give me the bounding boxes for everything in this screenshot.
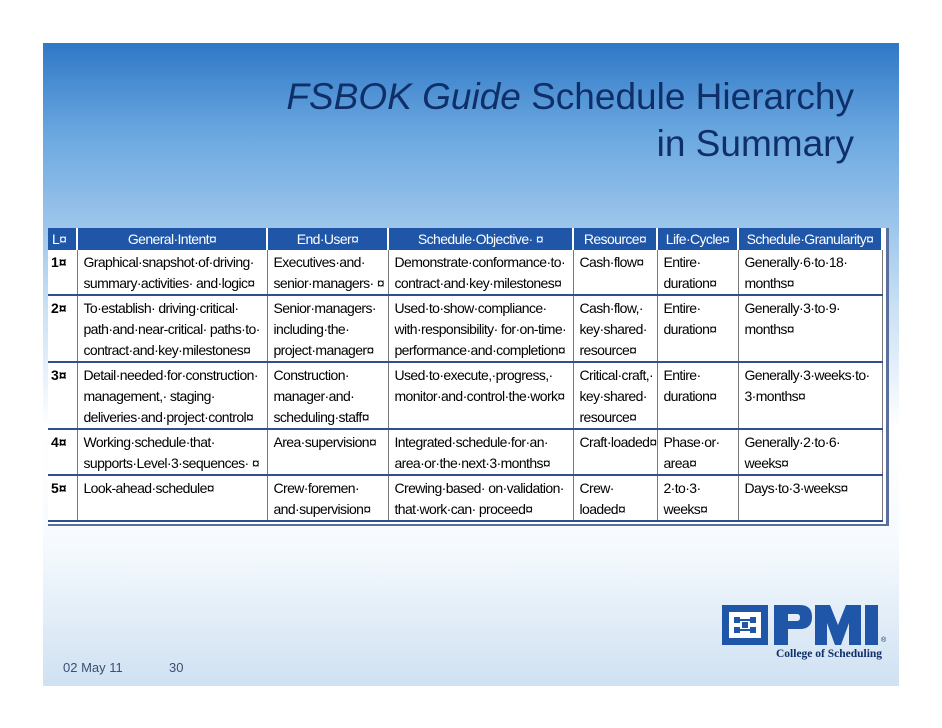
cell-line: Craft·loaded¤ (579, 434, 657, 450)
cell-line: Phase·or· (663, 434, 720, 450)
cell-line: path·and·near-critical· paths·to· (83, 321, 260, 337)
granularity-cell (738, 429, 882, 475)
table-row (48, 295, 882, 362)
cell-line: area¤ (663, 455, 697, 471)
end-user-cell (267, 429, 388, 475)
cell-line: Integrated·schedule·for·an· (394, 434, 548, 450)
cell-line: resource¤ (579, 342, 637, 358)
cell-line: monitor·and·control·the·work¤ (394, 388, 565, 404)
intent-cell (77, 362, 267, 429)
cell-line: and·supervision¤ (273, 501, 371, 517)
cell-line: duration¤ (663, 275, 717, 291)
header-cell: General·Intent¤ (77, 228, 267, 250)
cell-line: summary·activities· and·logic¤ (83, 275, 255, 291)
end-user-cell (267, 362, 388, 429)
cell-line: Crew· (579, 480, 614, 496)
intent-cell (77, 250, 267, 295)
slide-title (43, 73, 854, 167)
granularity-cell (738, 362, 882, 429)
objective-cell (388, 475, 573, 521)
cell-line: duration¤ (663, 388, 717, 404)
cell-line: Critical·craft,· (579, 367, 654, 383)
cell-line: senior·managers· ¤ (273, 275, 385, 291)
cell-line: supports·Level·3·sequences· ¤ (83, 455, 260, 471)
intent-cell (77, 475, 267, 521)
cell-line: Entire· (663, 300, 701, 316)
cell-line: Look-ahead·schedule¤ (83, 480, 214, 496)
resource-cell (573, 250, 657, 295)
table-row (48, 429, 882, 475)
life-cycle-cell (657, 250, 738, 295)
cell-line: with·responsibility· for·on-time· (394, 321, 567, 337)
cell-line: Detail·needed·for·construction· (83, 367, 258, 383)
cell-line: contract·and·key·milestones¤ (394, 275, 562, 291)
cell-line: Construction· (273, 367, 349, 383)
title-line-1 (43, 73, 854, 120)
cell-line: Senior·managers· (273, 300, 376, 316)
footer-date: 02 May 11 (63, 660, 123, 675)
cell-line: weeks¤ (663, 501, 708, 517)
cell-line: Generally·3·weeks·to· (744, 367, 870, 383)
end-user-cell (267, 250, 388, 295)
cell-line: Working·schedule·that· (83, 434, 215, 450)
slide (43, 43, 899, 686)
hierarchy-table-wrap (48, 228, 889, 526)
cell-line: project·manager¤ (273, 342, 374, 358)
registered-mark: ® (881, 637, 887, 644)
life-cycle-cell (657, 475, 738, 521)
table-header-row (48, 228, 882, 250)
logo-tagline: College of Scheduling (776, 648, 883, 660)
title-line-2: in Summary (656, 123, 854, 164)
cell-line: Generally·3·to·9· (744, 300, 841, 316)
cell-line: Cash·flow,· (579, 300, 643, 316)
cell-line: Area·supervision¤ (273, 434, 377, 450)
granularity-cell (738, 295, 882, 362)
granularity-cell (738, 250, 882, 295)
life-cycle-cell (657, 295, 738, 362)
cell-line: duration¤ (663, 321, 717, 337)
level-cell: 1¤ (48, 250, 77, 295)
cell-line: management,· staging· (83, 388, 215, 404)
resource-cell (573, 429, 657, 475)
cell-line: To·establish· driving·critical· (83, 300, 239, 316)
cell-line: Executives·and· (273, 254, 365, 270)
cell-line: key·shared· (579, 388, 647, 404)
granularity-cell (738, 475, 882, 521)
cell-line: that·work·can· proceed¤ (394, 501, 533, 517)
life-cycle-cell (657, 362, 738, 429)
cell-line: Generally·2·to·6· (744, 434, 841, 450)
pmi-logo-mark (720, 601, 890, 649)
intent-cell (77, 295, 267, 362)
header-cell: Schedule·Objective· ¤ (388, 228, 573, 250)
objective-cell (388, 295, 573, 362)
table-row (48, 475, 882, 521)
page-number: 30 (169, 660, 184, 675)
cell-line: Entire· (663, 254, 701, 270)
pmi-logo (720, 601, 890, 667)
level-cell: 2¤ (48, 295, 77, 362)
cell-line: Generally·6·to·18· (744, 254, 848, 270)
table-row (48, 362, 882, 429)
intent-cell (77, 429, 267, 475)
level-cell: 3¤ (48, 362, 77, 429)
objective-cell (388, 429, 573, 475)
life-cycle-cell (657, 429, 738, 475)
cell-line: deliveries·and·project·control¤ (83, 409, 254, 425)
resource-cell (573, 295, 657, 362)
end-user-cell (267, 295, 388, 362)
cell-line: Demonstrate·conformance·to· (394, 254, 566, 270)
cell-line: manager·and· (273, 388, 355, 404)
cell-line: Graphical·snapshot·of·driving· (83, 254, 254, 270)
end-user-cell (267, 475, 388, 521)
cell-line: months¤ (744, 321, 794, 337)
header-cell: Schedule·Granularity¤ (738, 228, 882, 250)
title-italic: FSBOK Guide (286, 76, 521, 117)
resource-cell (573, 362, 657, 429)
cell-line: Cash·flow¤ (579, 254, 644, 270)
level-cell: 5¤ (48, 475, 77, 521)
cell-line: months¤ (744, 275, 794, 291)
cell-line: Crewing·based· on·validation· (394, 480, 564, 496)
cell-line: Days·to·3·weeks¤ (744, 480, 848, 496)
cell-line: Crew·foremen· (273, 480, 360, 496)
objective-cell (388, 362, 573, 429)
cell-line: weeks¤ (744, 455, 789, 471)
table-body (48, 250, 882, 521)
cell-line: 3·months¤ (744, 388, 806, 404)
cell-line: Used·to·execute,·progress,· (394, 367, 553, 383)
cell-line: area·or·the·next·3·months¤ (394, 455, 551, 471)
header-cell: L¤ (48, 228, 77, 250)
resource-cell (573, 475, 657, 521)
title-rest: Schedule Hierarchy (520, 76, 854, 117)
cell-line: loaded¤ (579, 501, 626, 517)
schedule-hierarchy-table (48, 228, 883, 522)
cell-line: contract·and·key·milestones¤ (83, 342, 251, 358)
objective-cell (388, 250, 573, 295)
table-row (48, 250, 882, 295)
header-cell: Resource¤ (573, 228, 657, 250)
cell-line: performance·and·completion¤ (394, 342, 566, 358)
header-cell: Life·Cycle¤ (657, 228, 738, 250)
cell-line: including·the· (273, 321, 350, 337)
cell-line: scheduling·staff¤ (273, 409, 369, 425)
level-cell: 4¤ (48, 429, 77, 475)
cell-line: Entire· (663, 367, 701, 383)
cell-line: resource¤ (579, 409, 637, 425)
cell-line: 2·to·3· (663, 480, 701, 496)
cell-line: Used·to·show·compliance· (394, 300, 547, 316)
cell-line: key·shared· (579, 321, 647, 337)
header-cell: End·User¤ (267, 228, 388, 250)
